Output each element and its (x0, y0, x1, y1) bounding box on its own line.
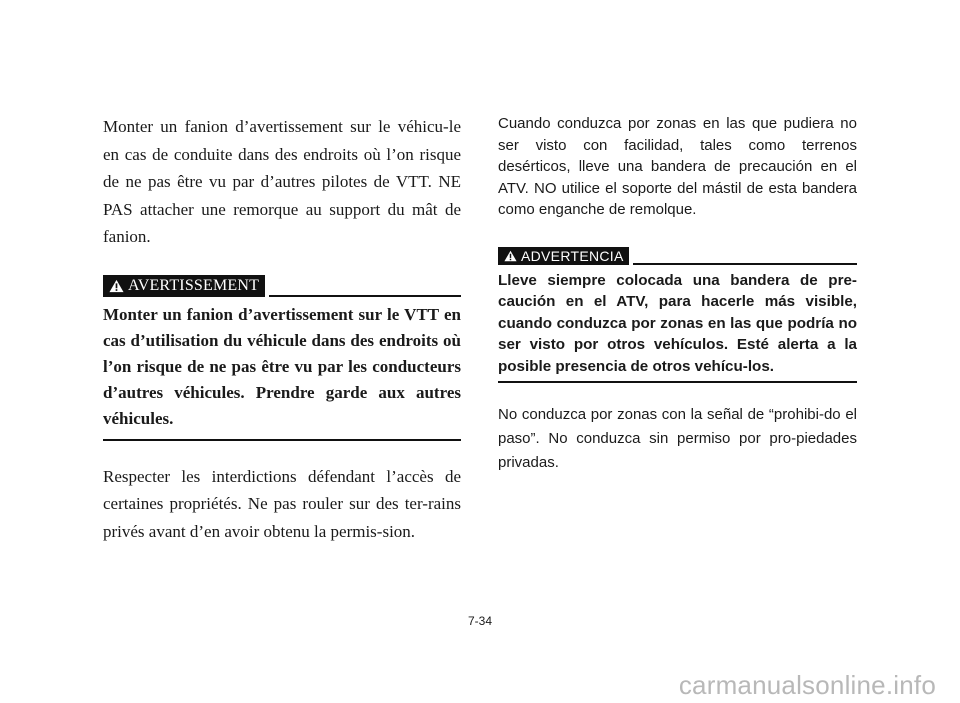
french-warning-rule (269, 295, 461, 297)
french-warning-label-text: AVERTISSEMENT (128, 276, 260, 294)
french-paragraph-property: Respecter les interdictions défendant l’accès de certaines propriétés. Ne pas rouler sur des ter-rains privés avant d’en avoir obtenu la permis-sion. (103, 466, 461, 541)
warning-triangle-icon (504, 250, 517, 262)
french-warning-label (103, 275, 265, 297)
french-column (103, 113, 461, 545)
spanish-warning-label (498, 247, 629, 265)
french-warning-text: Monter un fanion d’avertissement sur le VTT en cas d’utilisation du véhicule dans des endroits où l’on risque de ne pas être vu par les conducteurs d’autres véhicules. Prendre garde aux autres véhicules. (103, 304, 461, 428)
spanish-column (498, 113, 857, 475)
spanish-paragraph-property: No conduzca por zonas con la señal de “prohibi-do el paso”. No conduzca sin permiso por pro-piedades privadas. (498, 406, 857, 472)
spanish-warning-end-rule (498, 381, 857, 383)
french-warning-end-rule (103, 439, 461, 441)
watermark: carmanualsonline.info (678, 670, 936, 700)
french-paragraph-flag: Monter un fanion d’avertissement sur le véhicu-le en cas de conduite dans des endroits où l’on risque de ne pas être vu par d’autres pilotes de VTT. NE PAS attacher une remorque au support du mât de fanion. (103, 117, 461, 246)
spanish-paragraph-flag: Cuando conduzca por zonas en las que pudiera no ser visto con facilidad, tales como terrenos desérticos, lleve una bandera de precaución en el ATV. NO utilice el soporte del mástil de esta bandera como enganche de remolque. (498, 115, 857, 218)
warning-triangle-icon (109, 279, 124, 293)
spanish-warning-header (498, 247, 857, 265)
spanish-warning-rule (633, 263, 857, 265)
french-warning-header (103, 275, 461, 297)
spanish-warning-label-text: ADVERTENCIA (521, 247, 624, 264)
spanish-warning-text: Lleve siempre colocada una bandera de pre-caución en el ATV, para hacerle más visible, cuando conduzca por zonas en las que podría no ser visto por otros vehículos. Esté alerta a la posible presencia de otros vehícu-los. (498, 271, 857, 375)
page-number: 7-34 (467, 614, 493, 628)
